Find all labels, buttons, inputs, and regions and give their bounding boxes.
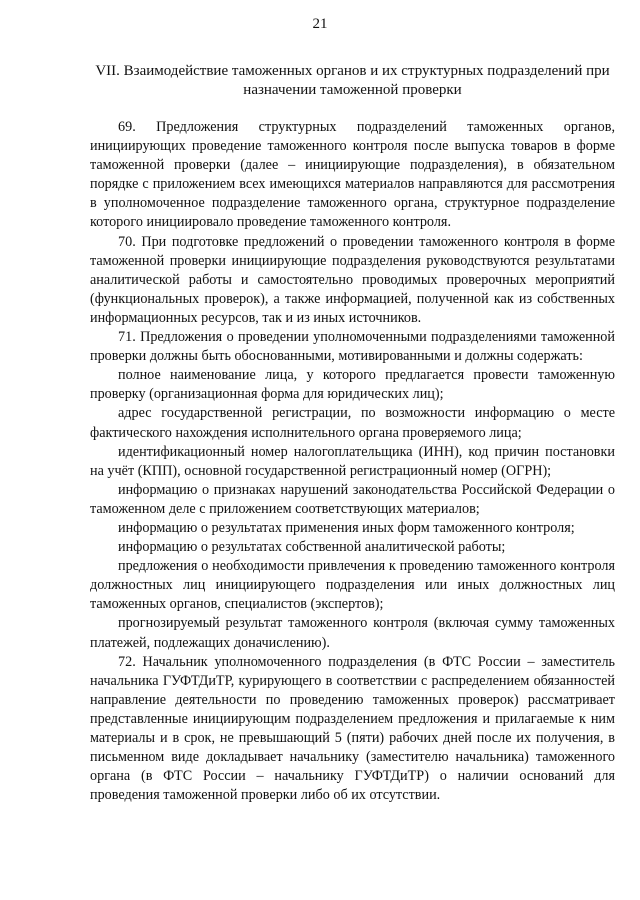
list-item-address: адрес государственной регистрации, по возможности информацию о месте фактического нахождения исполнительного органа проверяемого лица; — [90, 405, 615, 441]
paragraph-69: 69. Предложения структурных подразделений таможенных органов, инициирующих проведение таможенного контроля после выпуска товаров в форме таможенной проверки (далее – инициирующие подразделения), в обязательном порядке с приложением всех имеющихся материалов направляются для рассмотрения в уполномоченное подразделение таможенного органа, структурное подразделение которого инициировало проведение таможенного контроля. — [90, 119, 615, 231]
paragraph-70: 70. При подготовке предложений о проведении таможенного контроля в форме таможенной проверки инициирующие подразделения руководствуются результатами аналитической работы и самостоятельно проводимых проверочных мероприятий (функциональных проверок), а также информацией, полученной как из собственных информационных ресурсов, так и из иных источников. — [90, 233, 615, 326]
list-item-specialists: предложения о необходимости привлечения к проведению таможенного контроля должностных лиц инициирующего подразделения или иных должностных лиц таможенных органов, специалистов (экспертов); — [90, 558, 615, 613]
list-item-inn: идентификационный номер налогоплательщика (ИНН), код причин постановки на учёт (КПП), основной государственной регистрационный номер (ОГРН); — [90, 443, 615, 479]
list-item-forecast: прогнозируемый результат таможенного контроля (включая сумму таможенных платежей, подлежащих доначислению). — [90, 615, 615, 651]
list-item-other-control: информацию о результатах применения иных форм таможенного контроля; — [118, 519, 575, 536]
paragraph-72: 72. Начальник уполномоченного подразделения (в ФТС России – заместитель начальника ГУФТДиТР, курирующего в соответствии с распределением обязанностей направление деятельности по проведению таможенных проверок) рассматривает представленные инициирующим подразделением предложения и прилагаемые к ним материалы и в срок, не превышающий 5 (пяти) рабочих дней после их получения, в письменном виде докладывает начальнику (заместителю начальника) таможенного органа (в ФТС России – начальнику ГУФТДиТР) о наличии оснований для проведения таможенной проверки либо об их отсутствии. — [90, 653, 615, 804]
body-text — [90, 118, 615, 805]
section-title: VII. Взаимодействие таможенных органов и их структурных подразделений при назначении таможенной проверки — [95, 63, 610, 98]
list-item-analytics: информацию о результатах собственной аналитической работы; — [118, 539, 506, 556]
list-item-full-name: полное наименование лица, у которого предлагается провести таможенную проверку (организационная форма для юридических лиц); — [90, 367, 615, 403]
page-number: 21 — [312, 16, 328, 32]
list-item-violations: информацию о признаках нарушений законодательства Российской Федерации о таможенном деле с приложением соответствующих материалов; — [90, 481, 615, 517]
paragraph-71: 71. Предложения о проведении уполномоченными подразделениями таможенной проверки должны быть обоснованными, мотивированными и должны содержать: — [90, 329, 615, 365]
